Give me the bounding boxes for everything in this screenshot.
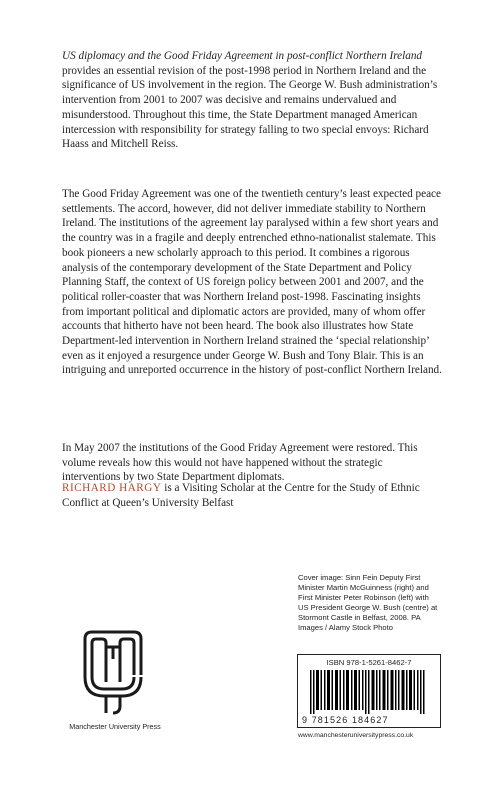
author-name: RICHARD HARGY: [62, 482, 162, 494]
isbn-label: ISBN 978-1-5261-8462-7: [326, 658, 412, 667]
blurb-paragraph-1: [62, 49, 442, 152]
publisher-website: www.manchesteruniversitypress.co.uk: [298, 732, 414, 739]
barcode-number: 9 781526 184627: [302, 715, 389, 725]
blurb-paragraph-2: The Good Friday Agreement was one of the twentieth century’s least expected peace settlements. The accord, however, did not deliver immediate stability to Northern Ireland. The institutions of the agreement lay paralysed within a few short years and the country was in a fragile and deeply entrenched ethno-nationalist stalemate. This book pioneers a new scholarly approach to this period. It combines a rigorous analysis of the contemporary development of the State Department and Policy Planning Staff, the context of US foreign policy between 2001 and 2007, and the political roller-coaster that was Northern Ireland post-1998. Fascinating insights from important political and diplomatic actors are provided, many of whom offer accounts that hitherto have not been heard. The book also illustrates how State Department-led intervention in Northern Ireland strained the ‘special relationship’ even as it enjoyed a resurgence under George W. Bush and Tony Blair. This is an intriguing and unreported occurrence in the history of post-conflict Northern Ireland.: [62, 188, 442, 377]
barcode-icon: [310, 670, 430, 714]
author-bio: [62, 481, 442, 510]
publisher-name: Manchester University Press: [69, 722, 161, 731]
mup-logo-icon: [82, 629, 144, 715]
isbn-barcode: [297, 654, 441, 728]
cover-image-credit: Cover image: Sinn Fein Deputy First Minister Martin McGuinness (right) and First Minister Peter Robinson (left) with US President George W. Bush (centre) at Stormont Castle in Belfast, 2008. PA Images / Alamy Stock Photo: [298, 573, 438, 632]
author-bio-text: is a Visiting Scholar at the Centre for the Study of Ethnic Conflict at Queen’s University Belfast: [62, 482, 420, 509]
blurb-paragraph-3: In May 2007 the institutions of the Good Friday Agreement were restored. This volume reveals how this would not have happened without the strategic interventions by two State Department diplomats.: [62, 442, 418, 484]
blurb-paragraph-1-text: provides an essential revision of the post-1998 period in Northern Ireland and the significance of US involvement in the region. The George W. Bush administration’s intervention from 2001 to 2007 was decisive and remains undervalued and misunderstood. Throughout this time, the State Department managed American intercession with responsibility for strategy falling to two special envoys: Richard Haass and Mitchell Reiss.: [62, 64, 438, 151]
book-title-italic: US diplomacy and the Good Friday Agreement in post-conflict Northern Ireland: [62, 50, 423, 62]
